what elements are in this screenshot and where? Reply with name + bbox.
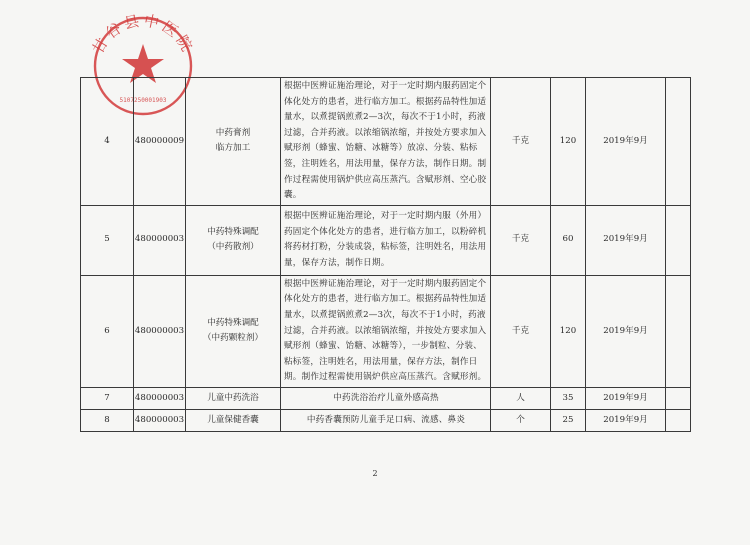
item-name-line: （中药散剂） — [207, 242, 259, 253]
item-code: 480000003 — [134, 275, 186, 387]
item-description: 中药香囊预防儿童手足口病、流感、鼻炎 — [281, 409, 491, 431]
table-row — [81, 275, 691, 387]
item-name — [186, 78, 281, 206]
item-name — [186, 275, 281, 387]
item-description: 根据中医辨证施治理论，对于一定时期内服药固定个体化处方的患者，进行临方加工。根据药品特性加适量水，以煮提锅煎煮2—3次，每次不于1小时，药液过滤，合并药液。以浓缩锅浓缩，并按处方要求加入赋形剂（蜂蜜、饴糖、冰糖等），一步制粒、分装、粘标签，注明姓名，用法用量，保存方法，制作日期。制作过程需使用锅炉供应高压蒸汽。含赋形剂。 — [281, 275, 491, 387]
item-unit: 千克 — [491, 205, 551, 275]
item-name-line: 临方加工 — [215, 143, 251, 154]
item-note — [666, 205, 691, 275]
item-code: 480000003 — [134, 205, 186, 275]
table-row — [81, 205, 691, 275]
item-price: 120 — [551, 78, 586, 206]
item-code: 480000003 — [134, 409, 186, 431]
item-name — [186, 205, 281, 275]
seal-code: 5107250001903 — [119, 97, 167, 104]
item-name-line: 儿童中药洗浴 — [207, 392, 259, 403]
item-price: 120 — [551, 275, 586, 387]
effective-date: 2019年9月 — [586, 409, 666, 431]
effective-date: 2019年9月 — [586, 205, 666, 275]
item-note — [666, 78, 691, 206]
item-unit: 人 — [491, 387, 551, 409]
item-code: 480000009 — [134, 78, 186, 206]
seal-text: 甘谷县中医院 — [88, 11, 198, 57]
row-number: 8 — [81, 409, 134, 431]
row-number: 4 — [81, 78, 134, 206]
table-row — [81, 78, 691, 206]
effective-date: 2019年9月 — [586, 387, 666, 409]
item-unit: 千克 — [491, 275, 551, 387]
item-name — [186, 409, 281, 431]
item-name-line: 中药膏剂 — [215, 127, 251, 138]
item-name-line: （中药颗粒剂） — [202, 333, 264, 344]
item-name-line: 中药特殊调配 — [207, 317, 259, 328]
effective-date: 2019年9月 — [586, 78, 666, 206]
item-name-line: 中药特殊调配 — [207, 226, 259, 237]
row-number: 5 — [81, 205, 134, 275]
item-price: 60 — [551, 205, 586, 275]
table-row — [81, 387, 691, 409]
item-unit: 千克 — [491, 78, 551, 206]
page-number: 2 — [372, 469, 378, 478]
item-unit: 个 — [491, 409, 551, 431]
item-code: 480000003 — [134, 387, 186, 409]
row-number: 7 — [81, 387, 134, 409]
item-note — [666, 275, 691, 387]
table-row — [81, 409, 691, 431]
item-description: 根据中医辨证施治理论，对于一定时期内服药固定个体化处方的患者，进行临方加工。根据药品特性加适量水，以煮提锅煎煮2—3次，每次不于1小时，药液过滤，合并药液。以浓缩锅浓缩，并按处方要求加入赋形剂（蜂蜜、饴糖、冰糖等）放凉、分装、粘标签，注明姓名，用法用量，保存方法，制作日期。制作过程需使用锅炉供应高压蒸汽。含赋形剂、空心胶囊。 — [281, 78, 491, 206]
item-name-line: 儿童保健香囊 — [207, 414, 259, 425]
item-price: 25 — [551, 409, 586, 431]
item-price: 35 — [551, 387, 586, 409]
item-description: 根据中医辨证施治理论，对于一定时期内服（外用）药固定个体化处方的患者，进行临方加工，以粉碎机将药材打粉，分装成袋，粘标签，注明姓名，用法用量，保存方法，制作日期。 — [281, 205, 491, 275]
item-description: 中药洗浴治疗儿童外感高热 — [281, 387, 491, 409]
effective-date: 2019年9月 — [586, 275, 666, 387]
item-note — [666, 387, 691, 409]
item-note — [666, 409, 691, 431]
fee-table — [80, 77, 691, 432]
row-number: 6 — [81, 275, 134, 387]
item-name — [186, 387, 281, 409]
